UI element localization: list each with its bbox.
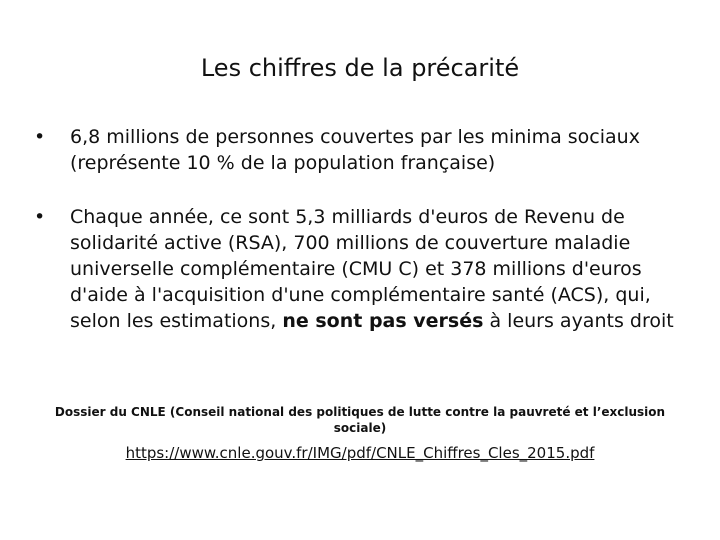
bullet-item-minima-sociaux — [28, 124, 688, 176]
bullet-text: 6,8 millions de personnes couvertes par les minima sociaux (représente 10 % de la population française) — [70, 126, 640, 174]
source-link[interactable]: https://www.cnle.gouv.fr/IMG/pdf/CNLE_Chiffres_Cles_2015.pdf — [125, 444, 595, 462]
source-citation: Dossier du CNLE (Conseil national des politiques de lutte contre la pauvreté et l’exclusion sociale) — [54, 405, 666, 435]
bullet-list — [28, 124, 688, 362]
bullet-text-bold: ne sont pas versés — [282, 310, 484, 332]
bullet-text-after: à leurs ayants droit — [483, 310, 674, 332]
bullet-dot-icon: • — [34, 206, 46, 228]
bullet-text-before: Chaque année, ce sont 5,3 milliards d'euros de Revenu de solidarité active (RSA), 700 millions de couverture maladie universelle complémentaire (CMU C) et 378 millions d'euros d'aide à l'acquisition d'une complémentaire santé (ACS), qui, selon les estimations, — [70, 206, 651, 332]
bullet-dot-icon: • — [34, 126, 46, 148]
bullet-item-non-recours — [28, 204, 688, 334]
slide-title: Les chiffres de la précarité — [200, 54, 520, 82]
